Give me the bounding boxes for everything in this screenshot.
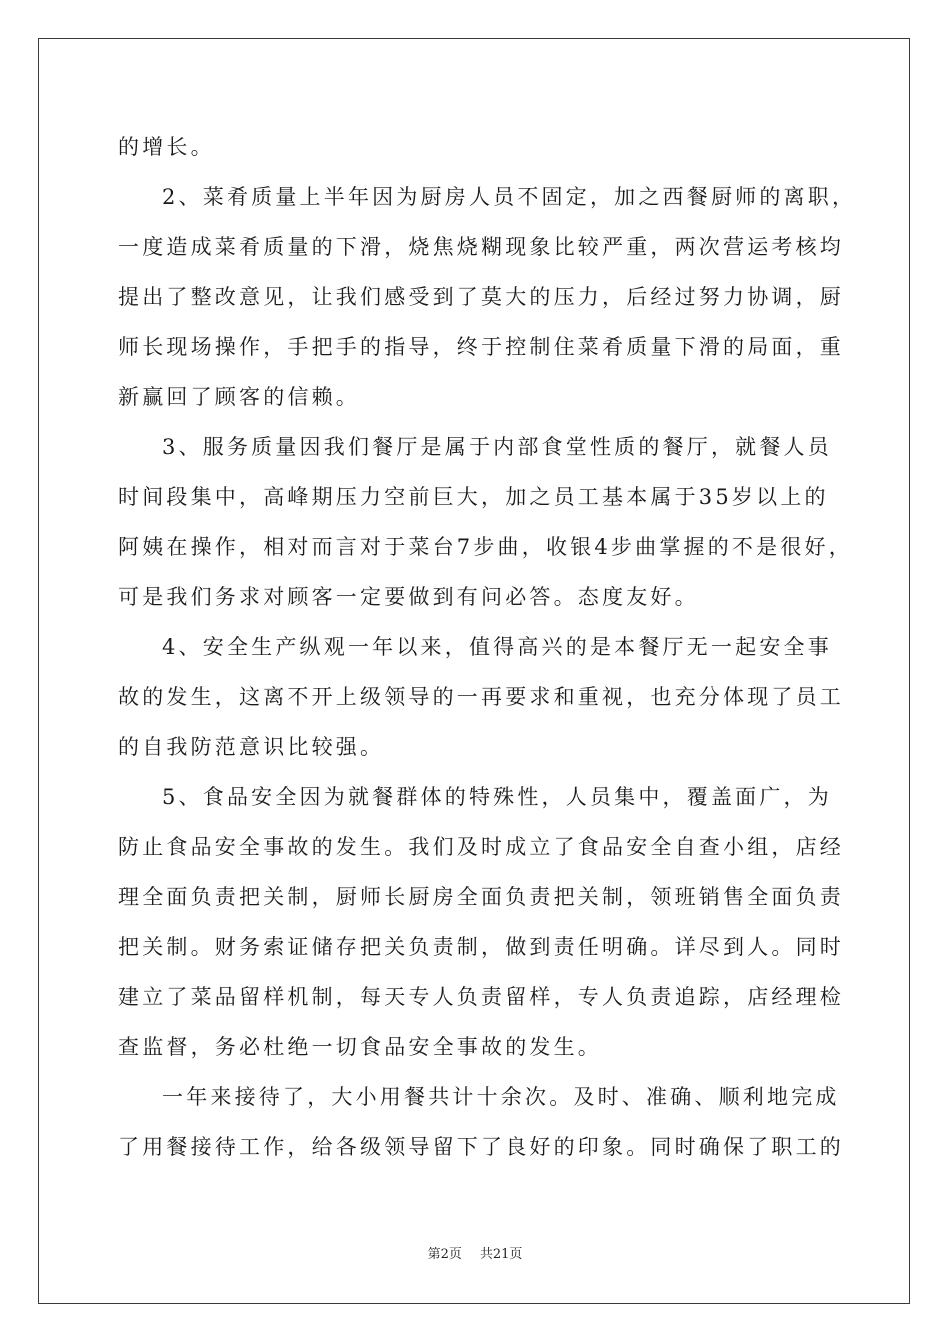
text-line: 师长现场操作，手把手的指导，终于控制住菜肴质量下滑的局面，重 bbox=[118, 335, 844, 359]
text-line: 故的发生，这离不开上级领导的一再要求和重视，也充分体现了员工 bbox=[118, 685, 844, 709]
text-line: 了用餐接待工作，给各级领导留下了良好的印象。同时确保了职工的 bbox=[118, 1135, 844, 1159]
paragraph-start-line: 2、菜肴质量上半年因为厨房人员不固定，加之西餐厨师的离职， bbox=[162, 185, 857, 209]
text-line: 建立了菜品留样机制，每天专人负责留样，专人负责追踪，店经理检 bbox=[118, 985, 844, 1009]
text-line: 的增长。 bbox=[118, 135, 215, 159]
page-total: 共21页 bbox=[479, 1247, 523, 1262]
text-line: 理全面负责把关制，厨师长厨房全面负责把关制，领班销售全面负责 bbox=[118, 885, 844, 909]
text-line: 新赢回了顾客的信赖。 bbox=[118, 385, 360, 409]
paragraph-start-line: 3、服务质量因我们餐厅是属于内部食堂性质的餐厅，就餐人员 bbox=[162, 435, 832, 459]
text-line: 把关制。财务索证储存把关负责制，做到责任明确。详尽到人。同时 bbox=[118, 935, 844, 959]
text-line: 防止食品安全事故的发生。我们及时成立了食品安全自查小组，店经 bbox=[118, 835, 844, 859]
text-line: 阿姨在操作，相对而言对于菜台7步曲，收银4步曲掌握的不是很好， bbox=[118, 535, 853, 559]
page-footer bbox=[0, 1246, 950, 1264]
page-number: 第2页 bbox=[427, 1247, 462, 1262]
paragraph-start-line: 4、安全生产纵观一年以来，值得高兴的是本餐厅无一起安全事 bbox=[162, 635, 832, 659]
text-line: 可是我们务求对顾客一定要做到有问必答。态度友好。 bbox=[118, 585, 699, 609]
text-line: 查监督，务必杜绝一切食品安全事故的发生。 bbox=[118, 1035, 602, 1059]
paragraph-start-line: 一年来接待了，大小用餐共计十余次。及时、准确、顺利地完成 bbox=[162, 1085, 840, 1109]
document-body bbox=[118, 122, 857, 1172]
text-line: 时间段集中，高峰期压力空前巨大，加之员工基本属于35岁以上的 bbox=[118, 485, 829, 509]
text-line: 一度造成菜肴质量的下滑，烧焦烧糊现象比较严重，两次营运考核均 bbox=[118, 235, 844, 259]
paragraph-start-line: 5、食品安全因为就餐群体的特殊性，人员集中，覆盖面广，为 bbox=[162, 785, 832, 809]
text-line: 的自我防范意识比较强。 bbox=[118, 735, 385, 759]
text-line: 提出了整改意见，让我们感受到了莫大的压力，后经过努力协调，厨 bbox=[118, 285, 844, 309]
